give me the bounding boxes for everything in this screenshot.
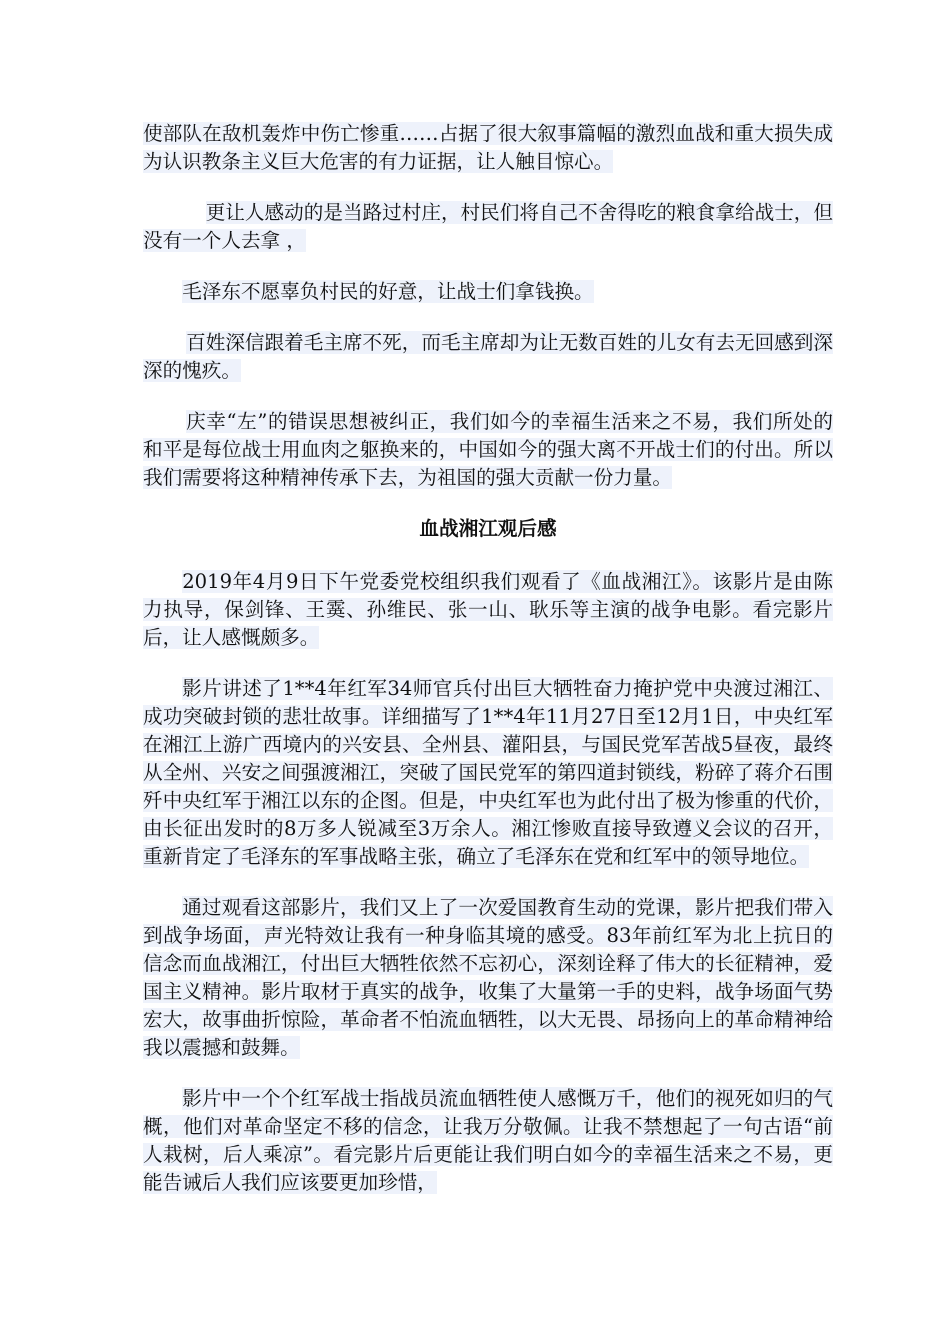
paragraph-continuation [143, 120, 833, 176]
paragraph-text: 2019年4月9日下午党委党校组织我们观看了《血战湘江》。该影片是由陈力执导，保剑锋、王霙、孙维民、张一山、耿乐等主演的战争电影。看完影片后，让人感慨颇多。 [143, 570, 833, 649]
paragraph-text: 使部队在敌机轰炸中伤亡惨重……占据了很大叙事篇幅的激烈血战和重大损失成为认识教条主义巨大危害的有力证据，让人触目惊心。 [143, 122, 833, 173]
paragraph-story [143, 675, 833, 871]
paragraph-villagers [143, 199, 833, 255]
paragraph-text: 更让人感动的是当路过村庄，村民们将自己不舍得吃的粮食拿给战士，但没有一个人去拿 ， [143, 201, 833, 252]
paragraph-fortunate [143, 408, 833, 492]
paragraph-admiration [143, 1085, 833, 1197]
paragraph-people-belief [143, 329, 833, 385]
paragraph-text: 百姓深信跟着毛主席不死，而毛主席却为让无数百姓的儿女有去无回感到深深的愧疚。 [143, 331, 833, 382]
section-title [143, 515, 833, 543]
document-page [143, 120, 833, 1220]
paragraph-text: 影片中一个个红军战士指战员流血牺牲使人感慨万千，他们的视死如归的气概，他们对革命坚定不移的信念，让我万分敬佩。让我不禁想起了一句古语“前人栽树，后人乘凉”。看完影片后更能让我们明白如今的幸福生活来之不易，更能告诫后人我们应该要更加珍惜， [143, 1087, 833, 1194]
section-title-text: 血战湘江观后感 [419, 517, 557, 540]
paragraph-mao-exchange [143, 278, 833, 306]
paragraph-intro [143, 568, 833, 652]
paragraph-text: 毛泽东不愿辜负村民的好意，让战士们拿钱换。 [182, 280, 594, 303]
paragraph-text: 通过观看这部影片，我们又上了一次爱国教育生动的党课，影片把我们带入到战争场面，声光特效让我有一种身临其境的感受。83年前红军为北上抗日的信念而血战湘江，付出巨大牺牲依然不忘初心，深刻诠释了伟大的长征精神，爱国主义精神。影片取材于真实的战争，收集了大量第一手的史料，战争场面气势宏大，故事曲折惊险，革命者不怕流血牺牲，以大无畏、昂扬向上的革命精神给我以震撼和鼓舞。 [143, 896, 833, 1059]
paragraph-text: 影片讲述了1**4年红军34师官兵付出巨大牺牲奋力掩护党中央渡过湘江、成功突破封锁的悲壮故事。详细描写了1**4年11月27日至12月1日，中央红军在湘江上游广西境内的兴安县、全州县、灌阳县，与国民党军苦战5昼夜，最终从全州、兴安之间强渡湘江，突破了国民党军的第四道封锁线，粉碎了蒋介石围歼中央红军于湘江以东的企图。但是，中央红军也为此付出了极为惨重的代价，由长征出发时的8万多人锐减至3万余人。湘江惨败直接导致遵义会议的召开，重新肯定了毛泽东的军事战略主张，确立了毛泽东在党和红军中的领导地位。 [143, 677, 833, 868]
paragraph-text: 庆幸“左”的错误思想被纠正，我们如今的幸福生活来之不易，我们所处的和平是每位战士用血肉之躯换来的，中国如今的强大离不开战士们的付出。所以我们需要将这种精神传承下去，为祖国的强大贡献一份力量。 [143, 410, 833, 489]
paragraph-reflection [143, 894, 833, 1062]
